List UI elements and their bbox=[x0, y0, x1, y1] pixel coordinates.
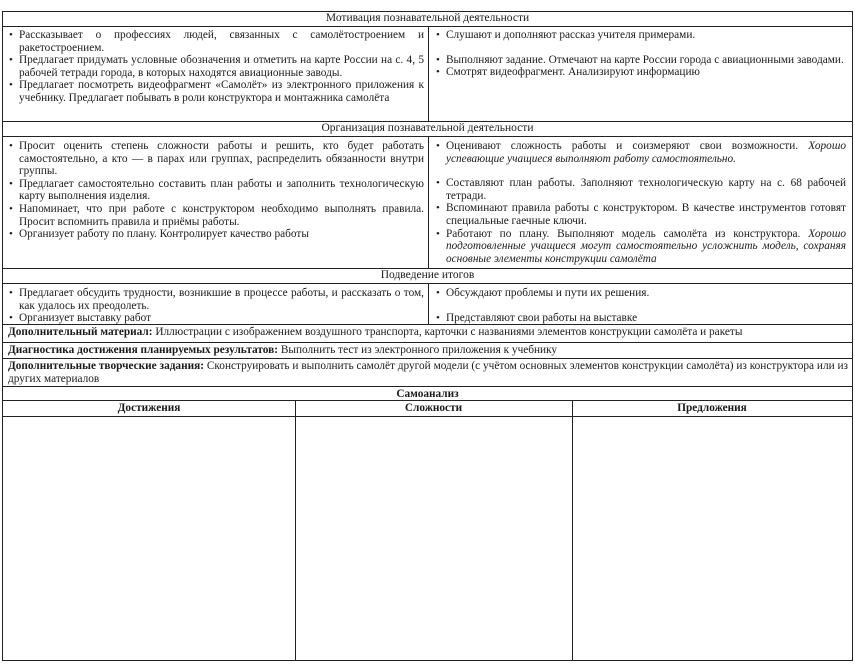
column-divider bbox=[428, 137, 429, 268]
row-divider bbox=[3, 386, 852, 387]
row-divider bbox=[3, 324, 852, 325]
column-divider bbox=[428, 27, 429, 121]
item-italic-text: Хорошо успевающие учащиеся выполняют работу самостоятельно. bbox=[446, 140, 846, 165]
list-item: • Предлагает придумать условные обозначения и отметить на карте России на с. 4, 5 рабочей тетради города, в которых находятся авиационные заводы. bbox=[7, 54, 424, 79]
list-item bbox=[434, 202, 846, 227]
item-italic-text: Хорошо подготовленные учащиеся могут самостоятельно усложнить модель, сохраняя основные элементы конструкции самолёта bbox=[446, 227, 846, 265]
list-item bbox=[434, 140, 846, 165]
summary-students-column bbox=[434, 287, 846, 324]
item-text: Оценивают сложность работы и соизмеряют свои возможности. bbox=[446, 140, 809, 152]
list-item: • Предлагает посмотреть видеофрагмент «Самолёт» из электронного приложения к учебнику. Предлагает побывать в роли конструктора и монтажника самолёта bbox=[7, 79, 424, 104]
list-item: • Предлагает обсудить трудности, возникшие в процессе работы, и рассказать о том, как удалось их преодолеть. bbox=[7, 287, 424, 312]
section-header-motivation: Мотивация познавательной деятельности bbox=[3, 12, 852, 27]
creative-tasks-label: Дополнительные творческие задания: bbox=[8, 360, 204, 372]
list-item: • Смотрят видеофрагмент. Анализируют информацию bbox=[434, 66, 846, 79]
column-divider bbox=[428, 284, 429, 324]
list-item: • Слушают и дополняют рассказ учителя примерами. bbox=[434, 29, 846, 42]
self-analysis-title: Самоанализ bbox=[396, 388, 459, 400]
motivation-teacher-column bbox=[7, 29, 424, 105]
list-item bbox=[434, 228, 846, 266]
additional-material-text: Иллюстрации с изображением воздушного транспорта, карточки с названиями элементов конструкции самолёта и ракеты bbox=[152, 326, 743, 338]
list-item: • Представляют свои работы на выставке bbox=[434, 312, 846, 325]
list-item: • Предлагает самостоятельно составить план работы и заполнить технологическую карту выполнения изделия. bbox=[7, 178, 424, 203]
row-divider bbox=[3, 342, 852, 343]
row-divider bbox=[3, 416, 852, 417]
summary-teacher-column bbox=[7, 287, 424, 325]
diagnostics-text: Выполнить тест из электронного приложения к учебнику bbox=[278, 344, 558, 356]
column-divider bbox=[572, 400, 573, 660]
item-text: Составляют план работы. Заполняют технологическую карту на с. 68 рабочей тетради. bbox=[446, 177, 846, 202]
list-item: • Выполняют задание. Отмечают на карте России города с авиационными заводами. bbox=[434, 54, 846, 67]
lesson-table bbox=[2, 11, 853, 661]
list-item: • Организует выставку работ bbox=[7, 312, 424, 325]
organization-teacher-column bbox=[7, 140, 424, 241]
list-item: • Напоминает, что при работе с конструктором необходимо выполнять правила. Просит вспомнить правила и приёмы работы. bbox=[7, 203, 424, 228]
list-item bbox=[434, 177, 846, 202]
additional-material-label: Дополнительный материал: bbox=[8, 326, 153, 338]
row-divider bbox=[3, 400, 852, 401]
column-divider bbox=[295, 400, 296, 660]
creative-tasks-text: Сконструировать и выполнить самолёт другой модели (с учётом основных элементов конструкции самолёта) из конструктора или из других материалов bbox=[8, 360, 849, 385]
item-text: Вспоминают правила работы с конструктором. В качестве инструментов готовят специальные гаечные ключи. bbox=[446, 202, 846, 227]
diagnostics-row bbox=[8, 344, 848, 357]
self-analysis-achievements-header: Достижения bbox=[117, 402, 181, 414]
row-divider bbox=[3, 358, 852, 359]
self-analysis-difficulties-header: Сложности bbox=[404, 402, 463, 414]
section-header-summary: Подведение итогов bbox=[3, 268, 852, 284]
list-item: • Рассказывает о профессиях людей, связанных с самолётостроением и ракетостроением. bbox=[7, 29, 424, 54]
list-item: • Обсуждают проблемы и пути их решения. bbox=[434, 287, 846, 300]
section-header-organization: Организация познавательной деятельности bbox=[3, 121, 852, 137]
self-analysis-suggestions-header: Предложения bbox=[677, 402, 747, 414]
list-item: • Организует работу по плану. Контролирует качество работы bbox=[7, 228, 424, 241]
additional-material-row bbox=[8, 326, 848, 339]
motivation-students-column bbox=[434, 29, 846, 79]
diagnostics-label: Диагностика достижения планируемых результатов: bbox=[8, 344, 279, 356]
creative-tasks-row bbox=[8, 360, 848, 385]
item-text: Работают по плану. Выполняют модель самолёта из конструктора. bbox=[446, 227, 809, 240]
organization-students-column bbox=[434, 140, 846, 265]
list-item: • Просит оценить степень сложности работы и решить, кто будет работать самостоятельно, а кто — в парах или группах, распределить обязанности внутри группы. bbox=[7, 140, 424, 178]
